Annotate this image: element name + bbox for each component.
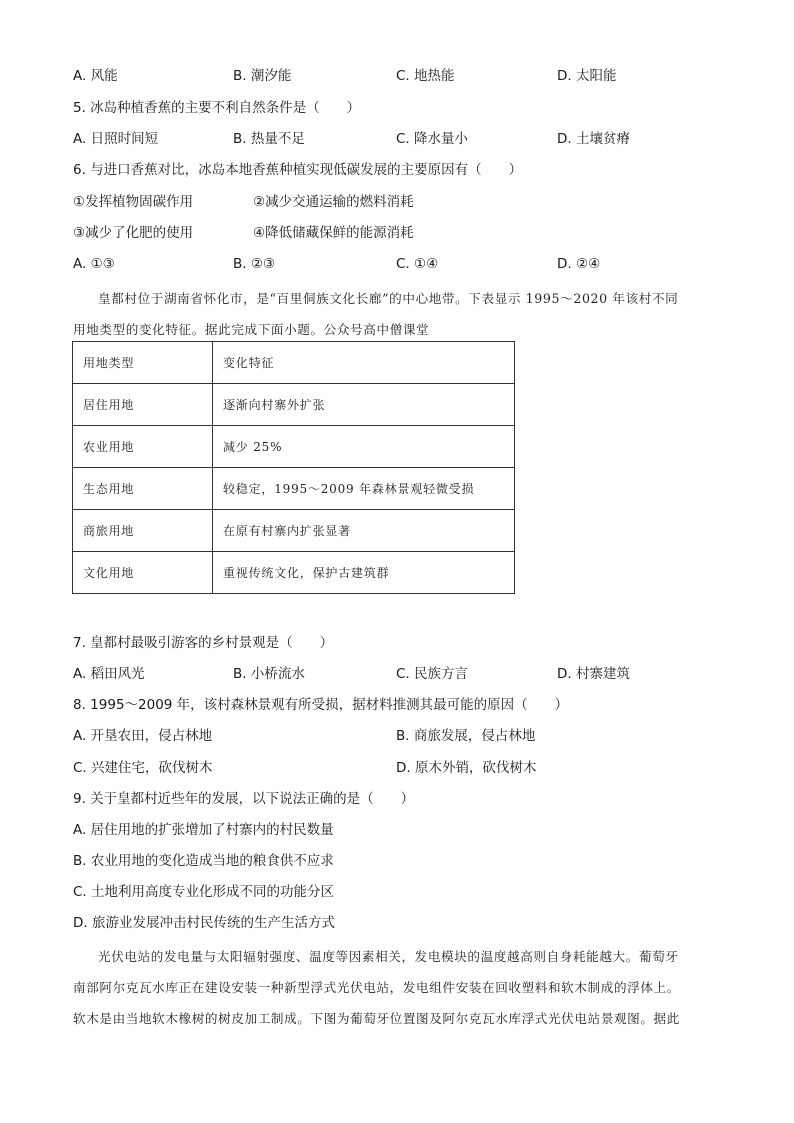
q8-option-c: C. 兴建住宅，砍伐树木 [73, 760, 213, 776]
q8-option-d: D. 原木外销，砍伐树木 [396, 760, 537, 776]
q7-option-c: C. 民族方言 [396, 666, 469, 682]
table-cell-feature: 较稳定，1995～2009 年森林景观轻微受损 [213, 468, 515, 510]
q8-option-a: A. 开垦农田，侵占林地 [73, 728, 213, 744]
q6-option-c: C. ①④ [396, 256, 439, 272]
q6-choice-4: ④降低储藏保鲜的能源消耗 [253, 225, 414, 241]
q4-option-b: B. 潮汐能 [233, 68, 292, 84]
land-use-table [72, 341, 515, 594]
table-cell-type: 居住用地 [73, 384, 213, 426]
table-row [73, 552, 515, 594]
passage-solar-line-3: 软木是由当地软木橡树的树皮加工制成。下图为葡萄牙位置图及阿尔克瓦水库浮式光伏电站景观图。据此 [73, 1011, 680, 1026]
table-cell-feature: 在原有村寨内扩张显著 [213, 510, 515, 552]
table-row [73, 510, 515, 552]
table-cell-type: 农业用地 [73, 426, 213, 468]
table-cell-feature: 重视传统文化，保护古建筑群 [213, 552, 515, 594]
q7-stem: 7. 皇都村最吸引游客的乡村景观是（ ） [73, 635, 334, 651]
q5-option-a: A. 日照时间短 [73, 131, 159, 147]
q4-option-a: A. 风能 [73, 68, 118, 84]
table-header-type: 用地类型 [73, 342, 213, 384]
table-row [73, 468, 515, 510]
q6-option-b: B. ②③ [233, 256, 276, 272]
q9-option-d: D. 旅游业发展冲击村民传统的生产生活方式 [73, 915, 335, 931]
q6-choice-2: ②减少交通运输的燃料消耗 [253, 194, 414, 210]
passage-huangdu-line-2: 用地类型的变化特征。据此完成下面小题。公众号高中僧课堂 [73, 322, 430, 337]
q9-stem: 9. 关于皇都村近些年的发展，以下说法正确的是（ ） [73, 791, 415, 807]
q7-option-d: D. 村寨建筑 [557, 666, 630, 682]
q6-stem: 6. 与进口香蕉对比，冰岛本地香蕉种植实现低碳发展的主要原因有（ ） [73, 162, 523, 178]
passage-solar-line-1: 光伏电站的发电量与太阳辐射强度、温度等因素相关，发电模块的温度越高则自身耗能越大。葡萄牙 [98, 949, 679, 964]
q9-option-b: B. 农业用地的变化造成当地的粮食供不应求 [73, 853, 334, 869]
q9-option-c: C. 土地利用高度专业化形成不同的功能分区 [73, 884, 335, 900]
table-header-feature: 变化特征 [213, 342, 515, 384]
q8-option-b: B. 商旅发展，侵占林地 [396, 728, 536, 744]
q6-choice-1: ①发挥植物固碳作用 [73, 194, 194, 210]
q6-option-a: A. ①③ [73, 256, 115, 272]
table-row [73, 426, 515, 468]
q8-stem: 8. 1995～2009 年，该村森林景观有所受损，据材料推测其最可能的原因（ ） [73, 697, 569, 713]
q7-option-a: A. 稻田风光 [73, 666, 145, 682]
q7-option-b: B. 小桥流水 [233, 666, 305, 682]
table-cell-type: 商旅用地 [73, 510, 213, 552]
q5-option-d: D. 土壤贫瘠 [557, 131, 630, 147]
table-cell-feature: 减少 25% [213, 426, 515, 468]
q9-option-a: A. 居住用地的扩张增加了村寨内的村民数量 [73, 822, 334, 838]
passage-huangdu-line-1: 皇都村位于湖南省怀化市，是“百里侗族文化长廊”的中心地带。下表显示 1995～2020 年该村不同 [98, 291, 679, 306]
table-cell-type: 文化用地 [73, 552, 213, 594]
passage-huangdu [73, 283, 718, 345]
table-row [73, 384, 515, 426]
table-header-row [73, 342, 515, 384]
passage-solar [73, 941, 718, 1034]
passage-solar-line-2: 南部阿尔克瓦水库正在建设安装一种新型浮式光伏电站，发电组件安装在回收塑料和软木制成的浮体上。 [73, 980, 680, 995]
q4-option-d: D. 太阳能 [557, 68, 617, 84]
q4-option-c: C. 地热能 [396, 68, 455, 84]
q5-stem: 5. 冰岛种植香蕉的主要不利自然条件是（ ） [73, 100, 361, 116]
q5-option-b: B. 热量不足 [233, 131, 305, 147]
table-cell-type: 生态用地 [73, 468, 213, 510]
q6-option-d: D. ②④ [557, 256, 601, 272]
q6-choice-3: ③减少了化肥的使用 [73, 225, 194, 241]
table-cell-feature: 逐渐向村寨外扩张 [213, 384, 515, 426]
q5-option-c: C. 降水量小 [396, 131, 469, 147]
